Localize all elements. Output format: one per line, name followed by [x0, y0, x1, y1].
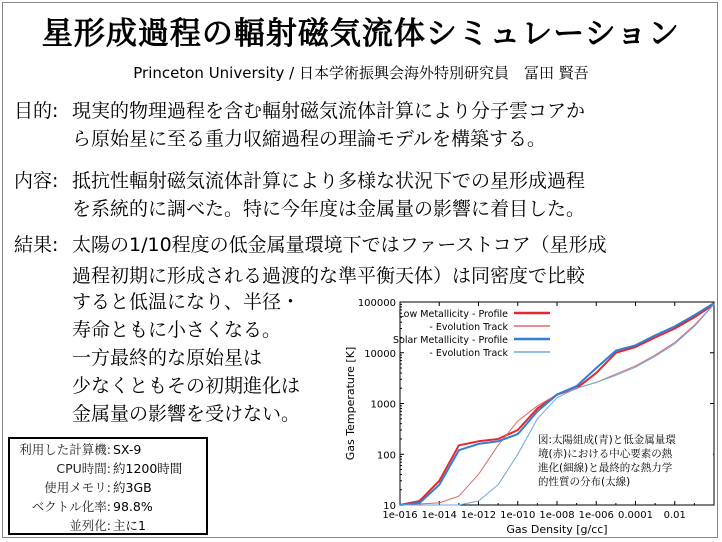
x-tick-label: 0.0001 [618, 510, 653, 521]
stats-key: CPU時間: [56, 461, 111, 476]
stats-row [10, 479, 206, 496]
stats-key: 並列化: [69, 518, 111, 533]
stats-value: SX-9 [113, 442, 142, 457]
legend-label: Low Metallicity - Profile [398, 309, 508, 320]
result-text [72, 231, 712, 290]
legend-label: - Evolution Track [429, 348, 508, 359]
note-line: 境(赤)における中心要素の熱 [538, 448, 673, 460]
purpose-line: 現実的物理過程を含む輻射磁気流体計算により分子雲コアか [72, 100, 586, 122]
result-line: 寿命ともに小さくなる。 [72, 319, 282, 341]
x-tick-label: 1e-012 [460, 510, 497, 521]
content-line: を系統的に調べた。特に今年度は金属量の影響に着目した。 [72, 198, 586, 220]
result-line: 少なくともその初期進化は [72, 375, 301, 397]
stats-value: 約1200時間 [113, 461, 183, 476]
result-line: 太陽の1/10程度の低金属量環境下ではファーストコア（星形成 [72, 234, 607, 256]
stats-key: 使用メモリ: [44, 480, 111, 495]
compute-stats-box [8, 437, 208, 535]
purpose-line: ら原始星に至る重力収縮過程の理論モデルを構築する。 [72, 128, 547, 150]
stats-row [10, 460, 206, 477]
x-tick-label: 1e-010 [500, 510, 536, 521]
purpose-text [72, 97, 712, 153]
slide-title: 星形成過程の輻射磁気流体シミュレーション [41, 16, 681, 52]
slide-subtitle: Princeton University / 日本学術振興会海外特別研究員 冨田 賢吾 [133, 64, 589, 82]
x-tick-label: 1e-008 [539, 510, 575, 521]
purpose-label: 目的: [14, 100, 59, 122]
y-tick-label: 1000 [370, 399, 396, 411]
stats-value: 約3GB [113, 480, 152, 495]
y-tick-label: 100000 [357, 298, 396, 309]
legend-label: - Evolution Track [429, 322, 508, 333]
x-tick-label: 0.01 [663, 510, 686, 521]
result-label: 結果: [14, 234, 59, 256]
stats-row [10, 441, 206, 458]
x-axis-label: Gas Density [g/cc] [506, 523, 608, 536]
content-line: 抵抗性輻射磁気流体計算により多様な状況下での星形成過程 [72, 170, 586, 192]
result-continued [72, 288, 300, 428]
result-line: 金属量の影響を受けない。 [72, 403, 301, 425]
stats-key: 利用した計算機: [19, 442, 111, 457]
result-line: 過程初期に形成される過渡的な準平衡天体）は同密度で比較 [72, 265, 586, 287]
note-line: 的性質の分布(太線) [538, 476, 631, 488]
stats-value: 主に1 [113, 518, 146, 533]
content-text [72, 167, 712, 223]
stats-row [10, 517, 206, 534]
x-tick-label: 1e-006 [578, 510, 614, 521]
y-tick-label: 10000 [364, 348, 396, 360]
stats-key: ベクトル化率: [31, 499, 111, 514]
stats-row [10, 498, 206, 515]
y-tick-label: 100 [376, 450, 396, 462]
y-tick-label: 10 [383, 501, 396, 512]
temperature-density-chart [340, 290, 720, 540]
note-line: 図:太陽組成(青)と低金属量環 [538, 434, 676, 446]
x-tick-label: 1e-014 [421, 510, 457, 521]
stats-value: 98.8% [113, 499, 153, 514]
x-tick-label: 1e-016 [382, 510, 418, 521]
result-line: すると低温になり、半径・ [72, 291, 301, 313]
y-axis-label: Gas Temperature [K] [344, 346, 357, 461]
legend-label: Solar Metallicity - Profile [393, 335, 508, 346]
note-line: 進化(細線)と最終的な熱力学 [538, 462, 673, 474]
chart-note [535, 430, 713, 490]
content-label: 内容: [14, 170, 59, 192]
result-line: 一方最終的な原始星は [72, 347, 263, 369]
